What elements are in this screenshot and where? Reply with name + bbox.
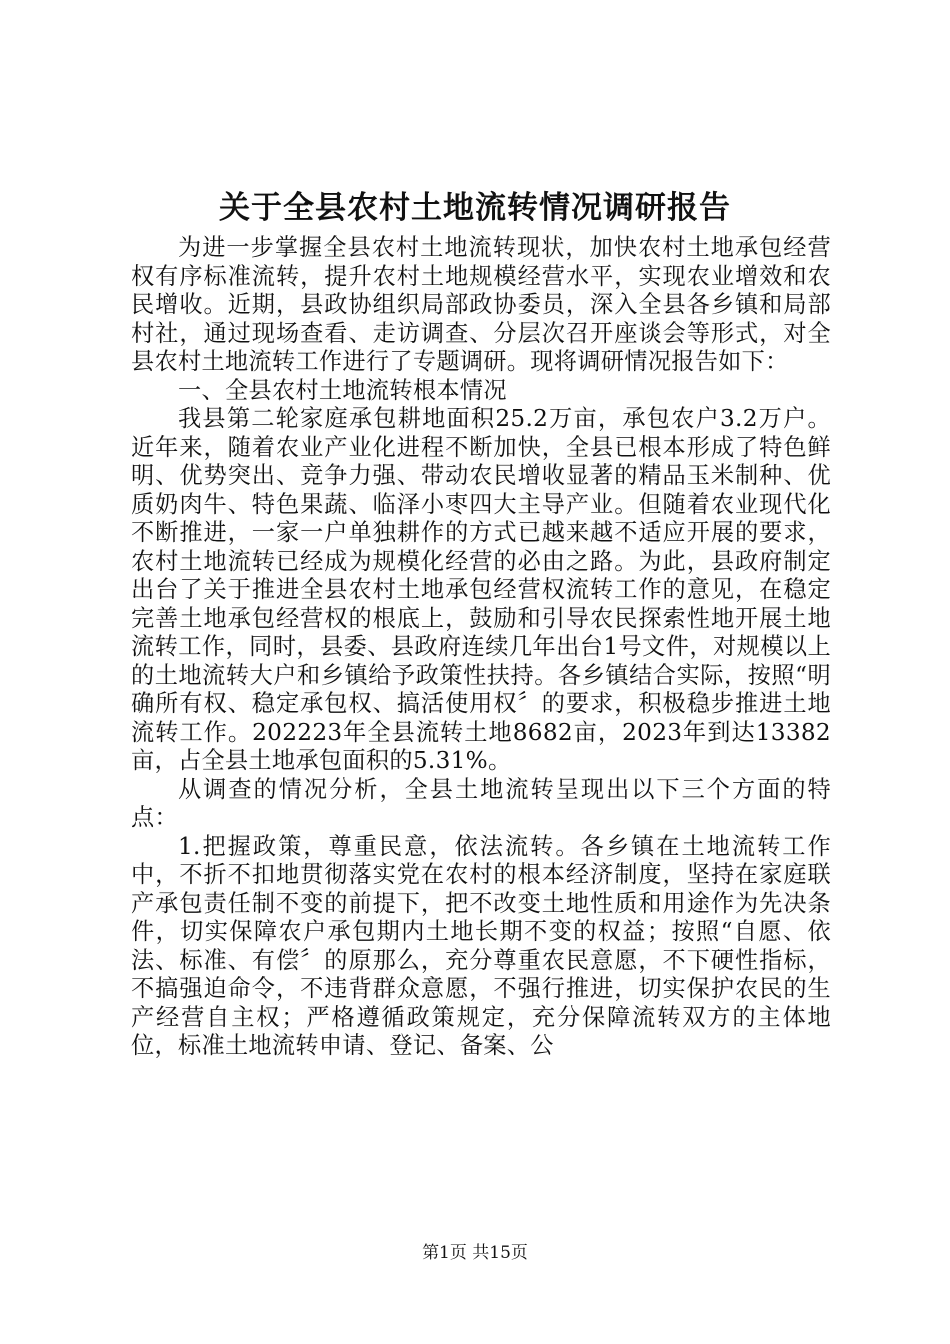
section-heading-1: 一、全县农村土地流转根本情况: [178, 376, 507, 404]
document-body: [131, 234, 831, 1061]
document-title: 关于全县农村土地流转情况调研报告: [219, 190, 731, 226]
paragraph-intro: 为进一步掌握全县农村土地流转现状，加快农村土地承包经营权有序标准流转，提升农村土地规模经营水平，实现农业增效和农民增收。近期，县政协组织局部政协委员，深入全县各乡镇和局部村社，通过现场查看、走访调查、分层次召开座谈会等形式，对全县农村土地流转工作进行了专题调研。现将调研情况报告如下：: [131, 234, 831, 375]
paragraph-features-intro: 从调查的情况分析，全县土地流转呈现出以下三个方面的特点：: [131, 775, 831, 831]
paragraph-overview: 我县第二轮家庭承包耕地面积25.2万亩，承包农户3.2万户。近年来，随着农业产业化进程不断加快，全县已根本形成了特色鲜明、优势突出、竞争力强、带动农民增收显著的精品玉米制种、优质奶肉牛、特色果蔬、临泽小枣四大主导产业。但随着农业现代化不断推进，一家一户单独耕作的方式已越来越不适应开展的要求，农村土地流转已经成为规模化经营的必由之路。为此，县政府制定出台了关于推进全县农村土地承包经营权流转工作的意见，在稳定完善土地承包经营权的根底上，鼓励和引导农民探索性地开展土地流转工作，同时，县委、县政府连续几年出台1号文件，对规模以上的土地流转大户和乡镇给予政策性扶持。各乡镇结合实际，按照“明确所有权、稳定承包权、搞活使用权〞的要求，积极稳步推进土地流转工作。202223年全县流转土地8682亩，2023年到达13382亩，占全县土地承包面积的5.31%。: [131, 405, 831, 774]
paragraph-point-1: 1.把握政策，尊重民意，依法流转。各乡镇在土地流转工作中，不折不扣地贯彻落实党在农村的根本经济制度，坚持在家庭联产承包责任制不变的前提下，把不改变土地性质和用途作为先决条件，切实保障农户承包期内土地长期不变的权益；按照“自愿、依法、标准、有偿〞的原那么，充分尊重农民意愿，不下硬性指标，不搞强迫命令，不违背群众意愿，不强行推进，切实保护农民的生产经营自主权；严格遵循政策规定，充分保障流转双方的主体地位，标准土地流转申请、登记、备案、公: [131, 832, 831, 1059]
page-footer: 第1页 共15页: [422, 1243, 528, 1263]
